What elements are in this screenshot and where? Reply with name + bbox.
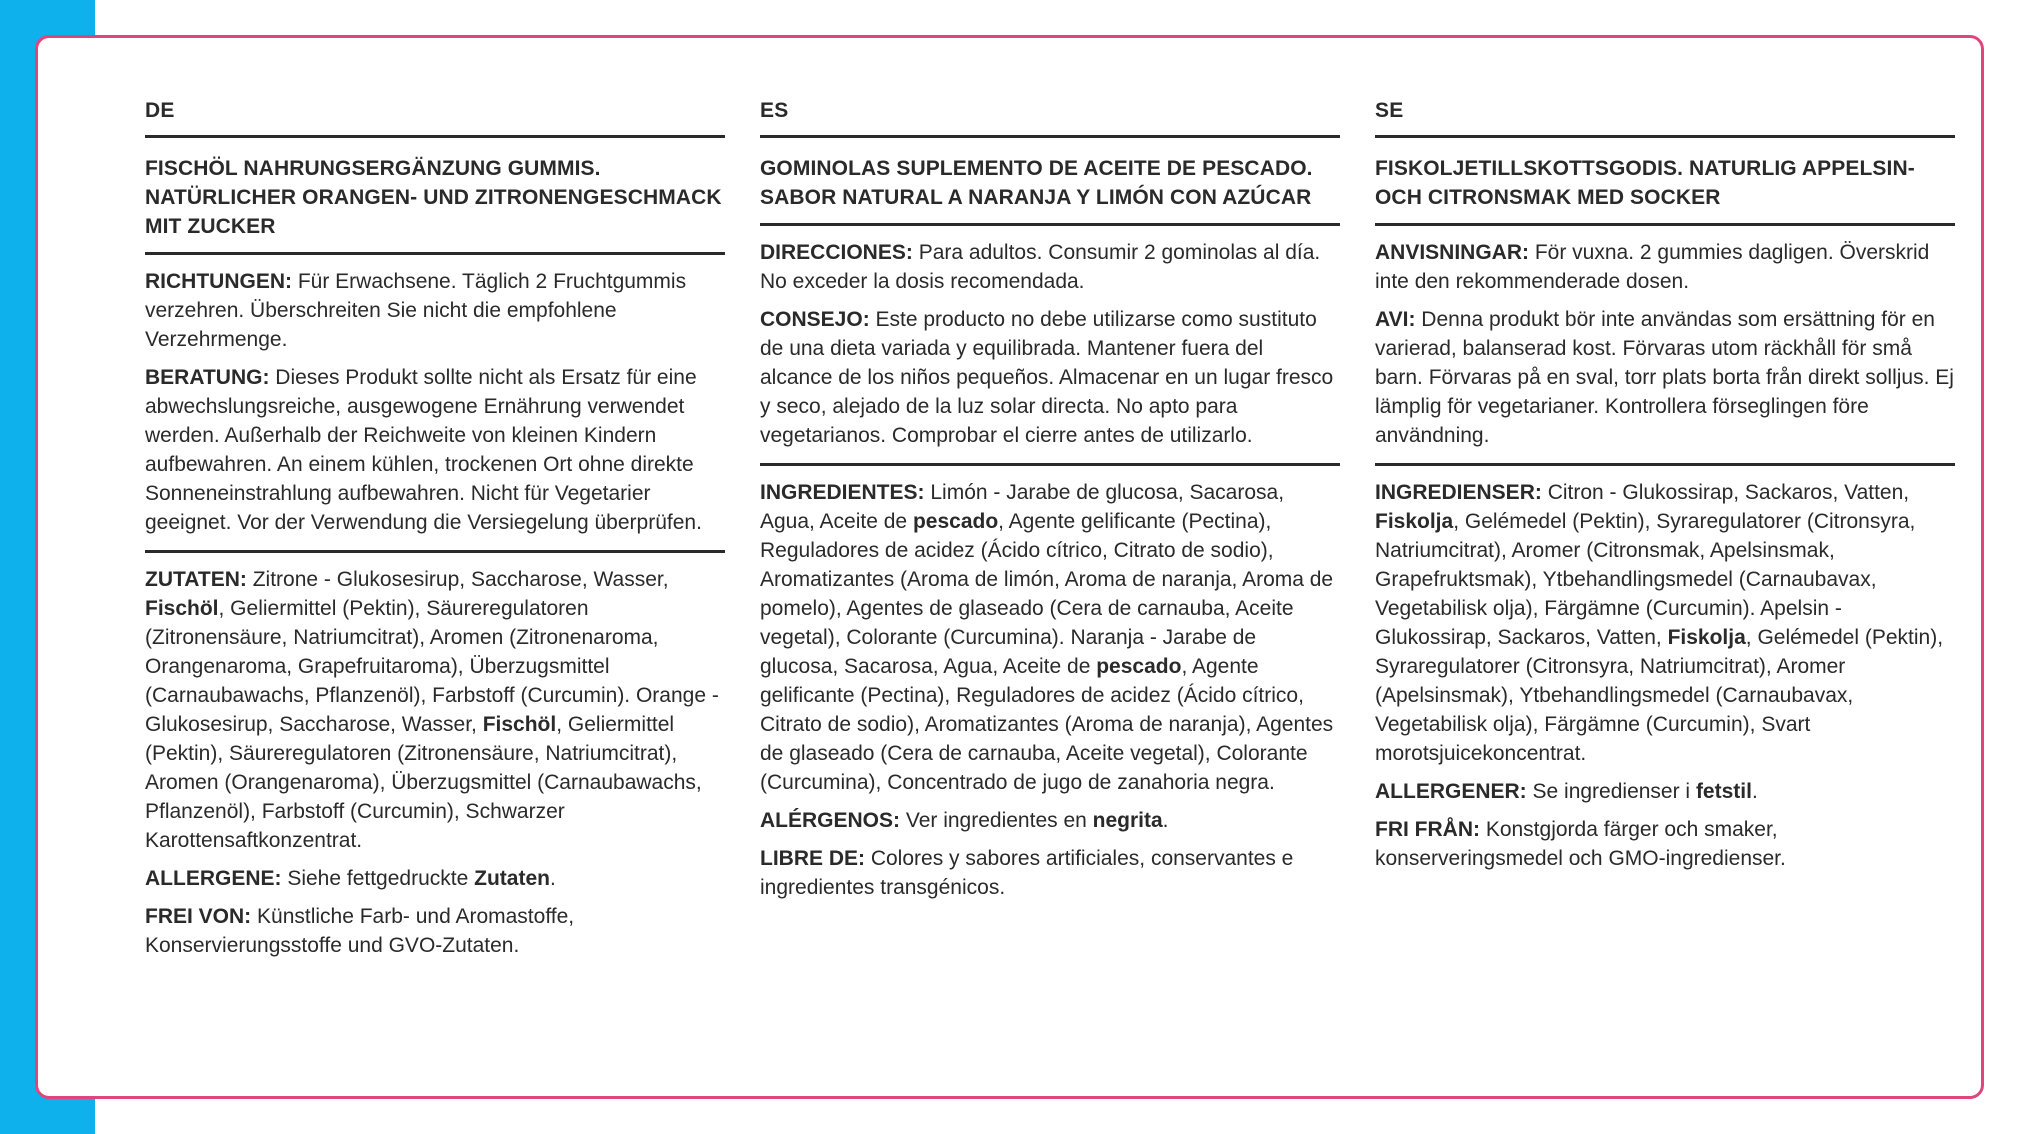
ingredients-es — [760, 478, 1340, 797]
advice-de — [145, 363, 725, 537]
ingredients-se — [1375, 478, 1955, 768]
ingredients-text: , Agente gelificante (Pectina), Reguladores de acidez (Ácido cítrico, Citrato de sodio), Aromatizantes (Aroma de naranja), Agentes de glaseado (Cera de carnauba, Aceite vegetal), Colorante (Curcumina), Concentrado de jugo de zanahoria negra. — [760, 655, 1334, 794]
free-from-label: FRI FRÅN: — [1375, 818, 1480, 841]
allergen-highlight: pescado — [1096, 655, 1182, 678]
free-from-label: LIBRE DE: — [760, 847, 865, 870]
free-from-text: Konstgjorda färger och smaker, konserveringsmedel och GMO-ingredienser. — [1375, 818, 1786, 870]
free-from-de — [145, 902, 725, 960]
allergens-label: ALLERGENER: — [1375, 780, 1527, 803]
ingredients-text: , Gelémedel (Pektin), Syraregulatorer (Citronsyra, Natriumcitrat), Aromer (Citronsmak, Apelsinsmak, Grapefruktsmak), Ytbehandlingsmedel (Carnaubavax, Vegetabilisk olja), Färgämne (Curcumin). Apelsin - Glukossirap, Sackaros, Vatten, — [1375, 510, 1916, 649]
ingredients-text: Limón - Jarabe de glucosa, Sacarosa, Agua, Aceite de — [760, 481, 1285, 533]
ingredients-label: INGREDIENSER: — [1375, 481, 1542, 504]
allergens-label: ALÉRGENOS: — [760, 809, 901, 832]
column-de — [145, 98, 725, 973]
usage-section-de — [145, 255, 725, 550]
allergens-text: . — [1751, 780, 1758, 803]
advice-label: CONSEJO: — [760, 308, 870, 331]
ingredients-text: , Geliermittel (Pektin), Säureregulatoren (Zitronensäure, Natriumcitrat), Aromen (Zitronenaroma, Orangenaroma, Grapefruitaroma), Überzugsmittel (Carnaubawachs, Pflanzenöl), Farbstoff (Curcumin). Orange - Glukosesirup, Saccharose, Wasser, — [145, 597, 719, 736]
free-from-label: FREI VON: — [145, 905, 252, 928]
ingredients-text: Citron - Glukossirap, Sackaros, Vatten, — [1541, 481, 1910, 504]
free-from-text: Künstliche Farb- und Aromastoffe, Konservierungsstoffe und GVO-Zutaten. — [145, 905, 575, 957]
free-from-text: Colores y sabores artificiales, conservantes e ingredientes transgénicos. — [760, 847, 1294, 899]
divider — [760, 135, 1340, 138]
allergens-bold-word: Zutaten — [474, 867, 550, 890]
ingredients-text: , Agente gelificante (Pectina), Reguladores de acidez (Ácido cítrico, Citrato de sodio), Aromatizantes (Aroma de limón, Aroma de naranja, Aroma de pomelo), Agentes de glaseado (Cera de carnauba, Aceite vegetal), Colorante (Curcumina). Naranja - Jarabe de glucosa, Sacarosa, Agua, Aceite de — [760, 510, 1334, 678]
allergen-highlight: Fiskolja — [1667, 626, 1746, 649]
allergen-highlight: Fiskolja — [1375, 510, 1454, 533]
language-code-es: ES — [760, 99, 789, 122]
advice-es — [760, 305, 1340, 450]
language-code-de: DE — [145, 99, 175, 122]
column-es — [760, 98, 1340, 915]
product-title-es: GOMINOLAS SUPLEMENTO DE ACEITE DE PESCADO. SABOR NATURAL A NARANJA Y LIMÓN CON AZÚCAR — [760, 157, 1313, 209]
product-title-se: FISKOLJETILLSKOTTSGODIS. NATURLIG APPELSIN- OCH CITRONSMAK MED SOCKER — [1375, 157, 1915, 209]
column-se — [1375, 98, 1955, 886]
directions-label: DIRECCIONES: — [760, 241, 913, 264]
advice-se — [1375, 305, 1955, 450]
ingredients-label: INGREDIENTES: — [760, 481, 925, 504]
free-from-es — [760, 844, 1340, 902]
ingredients-section-se — [1375, 466, 1955, 886]
advice-text: Dieses Produkt sollte nicht als Ersatz für eine abwechslungsreiche, ausgewogene Ernährung verwendet werden. Außerhalb der Reichweite von kleinen Kindern aufbewahren. An einem kühlen, trockenen Ort ohne direkte Sonneneinstrahlung aufbewahren. Nicht für Vegetarier geeignet. Vor der Verwendung die Versiegelung überprüfen. — [145, 366, 702, 534]
directions-es — [760, 238, 1340, 296]
ingredients-label: ZUTATEN: — [145, 568, 247, 591]
directions-text: För vuxna. 2 gummies dagligen. Överskrid inte den rekommenderade dosen. — [1375, 241, 1930, 293]
directions-text: Para adultos. Consumir 2 gominolas al día. No exceder la dosis recomendada. — [760, 241, 1321, 293]
allergens-bold-word: fetstil — [1695, 780, 1752, 803]
allergens-text: . — [1162, 809, 1169, 832]
divider — [145, 135, 725, 138]
usage-section-se — [1375, 226, 1955, 463]
product-title-de: FISCHÖL NAHRUNGSERGÄNZUNG GUMMIS. NATÜRLICHER ORANGEN- UND ZITRONENGESCHMACK MIT ZUCKER — [145, 157, 722, 238]
allergen-highlight: Fischöl — [482, 713, 557, 736]
ingredients-text: , Geliermittel (Pektin), Säureregulatoren (Zitronensäure, Natriumcitrat), Aromen (Orangenaroma), Überzugsmittel (Carnaubawachs, Pflanzenöl), Farbstoff (Curcumin), Schwarzer Karottensaftkonzentrat. — [145, 713, 702, 852]
directions-de — [145, 267, 725, 354]
allergen-highlight: Fischöl — [145, 597, 219, 620]
advice-label: BERATUNG: — [145, 366, 270, 389]
allergens-text: Siehe fettgedruckte — [281, 867, 475, 890]
allergens-se — [1375, 777, 1955, 806]
ingredients-de — [145, 565, 725, 855]
allergens-es — [760, 806, 1340, 835]
allergens-text: Ver ingredientes en — [900, 809, 1093, 832]
allergens-text: . — [549, 867, 556, 890]
divider — [1375, 135, 1955, 138]
directions-se — [1375, 238, 1955, 296]
directions-label: ANVISNINGAR: — [1375, 241, 1530, 264]
allergens-bold-word: negrita — [1092, 809, 1163, 832]
advice-text: Este producto no debe utilizarse como sustituto de una dieta variada y equilibrada. Mantener fuera del alcance de los niños pequeños. Almacenar en un lugar fresco y seco, alejado de la luz solar directa. No apto para vegetarianos. Comprobar el cierre antes de utilizarlo. — [760, 308, 1334, 447]
ingredients-text: Zitrone - Glukosesirup, Saccharose, Wasser, — [246, 568, 669, 591]
allergen-highlight: pescado — [912, 510, 999, 533]
ingredients-section-de — [145, 553, 725, 973]
language-code-se: SE — [1375, 99, 1404, 122]
free-from-se — [1375, 815, 1955, 873]
advice-text: Denna produkt bör inte användas som ersättning för en varierad, balanserad kost. Förvaras utom räckhåll för små barn. Förvaras på en sval, torr plats borta från direkt solljus. Ej lämplig för vegetarianer. Kontrollera förseglingen före användning. — [1375, 308, 1954, 447]
ingredients-section-es — [760, 466, 1340, 915]
advice-label: AVI: — [1375, 308, 1416, 331]
usage-section-es — [760, 226, 1340, 463]
directions-text: Für Erwachsene. Täglich 2 Fruchtgummis verzehren. Überschreiten Sie nicht die empfohlene Verzehrmenge. — [145, 270, 687, 351]
label-frame — [35, 35, 1984, 1099]
directions-label: RICHTUNGEN: — [145, 270, 292, 293]
ingredients-text: , Gelémedel (Pektin), Syraregulatorer (Citronsyra, Natriumcitrat), Aromer (Apelsinsmak), Ytbehandlingsmedel (Carnaubavax, Vegetabilisk olja), Färgämne (Curcumin), Svart morotsjuicekoncentrat. — [1375, 626, 1944, 765]
allergens-label: ALLERGENE: — [145, 867, 282, 890]
allergens-de — [145, 864, 725, 893]
allergens-text: Se ingredienser i — [1526, 780, 1696, 803]
